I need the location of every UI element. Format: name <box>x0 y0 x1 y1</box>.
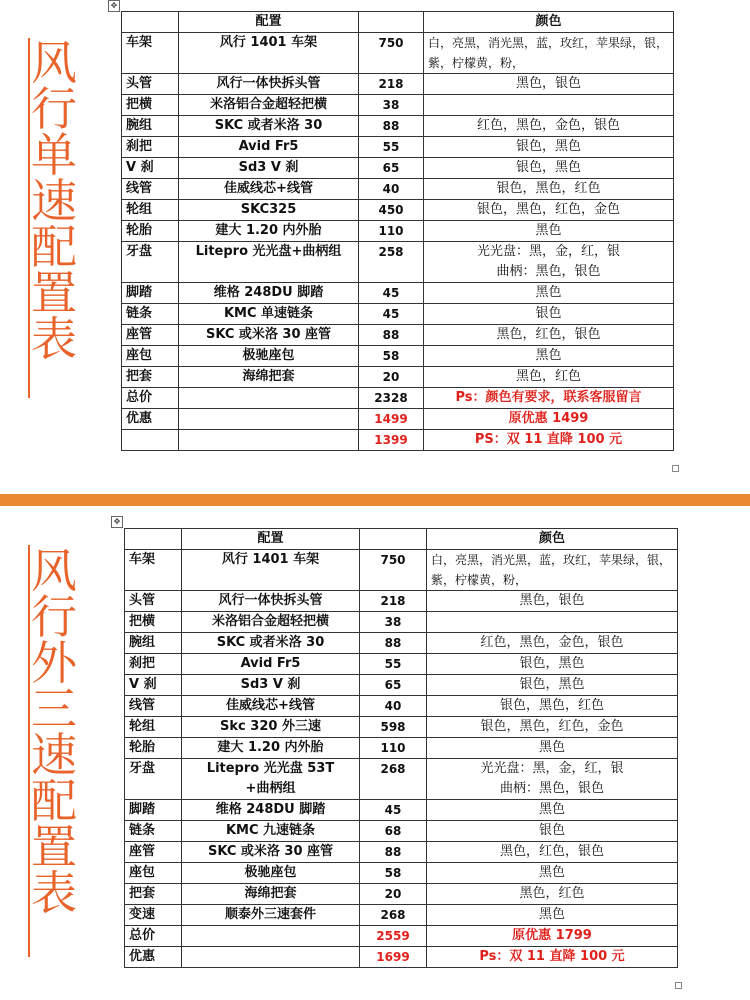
config-cell <box>182 759 360 800</box>
part-cell: 脚踏 <box>122 283 179 304</box>
table-row <box>125 800 678 821</box>
table-row <box>122 325 674 346</box>
discount-note: 原优惠 1499 <box>424 409 674 430</box>
discount-note: Ps：双 11 直降 100 元 <box>427 947 678 968</box>
config-text: 建大 1.20 内外胎 <box>217 740 324 755</box>
weight-cell: 38 <box>360 612 427 633</box>
color-cell <box>424 137 674 158</box>
part-cell: V 刹 <box>125 675 182 696</box>
color-text: 银色，黑色，红色，金色 <box>480 719 624 734</box>
config-text: KMC 单速链条 <box>223 306 314 321</box>
color-cell <box>424 158 674 179</box>
config-text: Litepro 光光盘+曲柄组 <box>195 244 342 259</box>
part-cell: 座包 <box>122 346 179 367</box>
weight-cell: 88 <box>360 633 427 654</box>
config-text: 风行一体快拆头管 <box>216 76 321 91</box>
config-cell <box>179 179 359 200</box>
part-cell: 腕组 <box>125 633 182 654</box>
color-text: 银色，黑色，红色，金色 <box>476 202 620 217</box>
weight-cell: 65 <box>359 158 424 179</box>
color-text: 黑色，银色 <box>519 593 585 608</box>
final-row <box>122 430 674 451</box>
table-row <box>122 95 674 116</box>
part-cell: 链条 <box>125 821 182 842</box>
color-cell <box>424 304 674 325</box>
config-cell <box>179 116 359 137</box>
title-char: 配 <box>31 220 77 274</box>
table-row <box>122 367 674 388</box>
table-row <box>125 717 678 738</box>
color-text: 红色，黑色，金色，银色 <box>476 118 620 133</box>
color-text: 光光盘：黑，金，红，银 <box>480 761 624 776</box>
part-cell: 线管 <box>122 179 179 200</box>
title-char: 行 <box>31 590 77 644</box>
color-cell <box>427 905 678 926</box>
color-cell <box>424 33 674 74</box>
part-cell: 头管 <box>125 591 182 612</box>
color-cell <box>424 116 674 137</box>
color-cell <box>424 367 674 388</box>
discount-price: 1499 <box>359 409 424 430</box>
weight-cell: 450 <box>359 200 424 221</box>
config-cell <box>179 200 359 221</box>
config-text: 佳威线芯+线管 <box>226 698 315 713</box>
color-cell <box>427 633 678 654</box>
total-config <box>179 388 359 409</box>
table-resize-handle[interactable] <box>672 465 679 472</box>
title-char: 置 <box>31 820 77 874</box>
color-text: 银色，黑色 <box>519 677 585 692</box>
title-char: 表 <box>31 866 77 920</box>
config-cell <box>182 884 360 905</box>
color-cell <box>427 821 678 842</box>
part-cell: 把横 <box>125 612 182 633</box>
color-cell <box>427 863 678 884</box>
weight-cell: 40 <box>359 179 424 200</box>
color-text: 银色，黑色 <box>515 160 581 175</box>
color-cell <box>424 179 674 200</box>
table-row <box>122 283 674 304</box>
title-char: 配 <box>31 774 77 828</box>
config-text: Avid Fr5 <box>240 656 301 671</box>
table-row <box>122 346 674 367</box>
config-cell <box>182 800 360 821</box>
color-text: 黑色 <box>535 348 562 363</box>
config-cell <box>182 738 360 759</box>
table-row <box>125 591 678 612</box>
weight-cell: 65 <box>360 675 427 696</box>
color-text: 银色 <box>538 823 565 838</box>
total-note: 原优惠 1799 <box>427 926 678 947</box>
table-row <box>125 738 678 759</box>
table-row <box>122 221 674 242</box>
color-text: 黑色 <box>535 285 562 300</box>
color-cell <box>424 346 674 367</box>
table-row <box>125 842 678 863</box>
table-row <box>125 675 678 696</box>
color-text: 黑色 <box>535 223 562 238</box>
table-row <box>122 304 674 325</box>
weight-cell: 110 <box>359 221 424 242</box>
config-text: SKC325 <box>240 202 297 217</box>
weight-cell: 58 <box>360 863 427 884</box>
part-cell: 座管 <box>125 842 182 863</box>
header-config: 配置 <box>182 529 360 550</box>
config-cell <box>179 304 359 325</box>
config-text: 顺泰外三速套件 <box>224 907 316 922</box>
weight-cell: 88 <box>359 116 424 137</box>
part-cell: 牙盘 <box>122 242 179 283</box>
weight-cell: 88 <box>360 842 427 863</box>
weight-cell: 750 <box>360 550 427 591</box>
config-text: 维格 248DU 脚踏 <box>213 285 324 300</box>
table-row <box>125 633 678 654</box>
color-text: 黑色，银色 <box>515 76 581 91</box>
section1-spec-table <box>121 11 674 451</box>
title-char: 外 <box>31 636 77 690</box>
title-char: 速 <box>31 174 77 228</box>
part-cell: 变速 <box>125 905 182 926</box>
color-text-line2: 曲柄：黑色，银色 <box>496 264 601 279</box>
table-row <box>125 759 678 800</box>
config-cell <box>179 95 359 116</box>
color-text: 黑色 <box>538 802 565 817</box>
part-cell: 座包 <box>125 863 182 884</box>
color-text: 红色，黑色，金色，银色 <box>480 635 624 650</box>
final-config <box>179 430 359 451</box>
color-cell <box>427 738 678 759</box>
config-cell <box>182 905 360 926</box>
title-char: 速 <box>31 728 77 782</box>
total-row <box>122 388 674 409</box>
title-char: 风 <box>31 36 77 90</box>
discount-row <box>122 409 674 430</box>
table-move-handle-icon[interactable]: ✥ <box>108 0 120 12</box>
config-text: 风行 1401 车架 <box>219 35 318 50</box>
part-cell: 链条 <box>122 304 179 325</box>
color-cell <box>427 696 678 717</box>
part-cell: 把套 <box>122 367 179 388</box>
color-text-line2: 紫，柠檬黄，粉， <box>428 56 525 70</box>
weight-cell: 218 <box>360 591 427 612</box>
table-row <box>122 137 674 158</box>
weight-cell: 110 <box>360 738 427 759</box>
total-label: 总价 <box>125 926 182 947</box>
color-text: 黑色 <box>538 907 565 922</box>
config-text: 极驰座包 <box>244 865 297 880</box>
color-cell <box>427 550 678 591</box>
title-char: 表 <box>31 312 77 366</box>
color-text: 黑色，红色 <box>519 886 585 901</box>
config-text: 建大 1.20 内外胎 <box>215 223 322 238</box>
color-text-line2: 紫，柠檬黄，粉， <box>431 573 528 587</box>
table-row <box>122 74 674 95</box>
color-cell <box>424 325 674 346</box>
config-text: 维格 248DU 脚踏 <box>215 802 326 817</box>
color-text: 银色 <box>535 306 562 321</box>
section2-vertical-title <box>28 544 80 920</box>
part-cell: 车架 <box>122 33 179 74</box>
color-cell <box>427 759 678 800</box>
final-price: 1399 <box>359 430 424 451</box>
weight-cell: 45 <box>360 800 427 821</box>
color-cell <box>427 884 678 905</box>
weight-cell: 268 <box>360 905 427 926</box>
part-cell: 把横 <box>122 95 179 116</box>
table-row <box>122 116 674 137</box>
weight-cell: 55 <box>359 137 424 158</box>
table-row <box>122 179 674 200</box>
color-cell <box>424 95 674 116</box>
discount-config <box>179 409 359 430</box>
config-text: Skc 320 外三速 <box>220 719 321 734</box>
config-text: Litepro 光光盘 53T <box>206 761 335 776</box>
config-cell <box>179 137 359 158</box>
weight-cell: 45 <box>359 304 424 325</box>
table-row <box>125 821 678 842</box>
color-text: 白，亮黑，消光黑，蓝，玫红，苹果绿，银， <box>431 553 672 567</box>
weight-cell: 20 <box>360 884 427 905</box>
header-color: 颜色 <box>427 529 678 550</box>
part-cell: 头管 <box>122 74 179 95</box>
table-row <box>122 158 674 179</box>
color-text: 黑色，红色 <box>515 369 581 384</box>
config-cell <box>179 33 359 74</box>
config-text: 海绵把套 <box>242 369 295 384</box>
weight-cell: 40 <box>360 696 427 717</box>
config-cell <box>182 821 360 842</box>
config-cell <box>179 283 359 304</box>
part-cell: 腕组 <box>122 116 179 137</box>
section1-vertical-title <box>28 36 80 366</box>
config-cell <box>182 633 360 654</box>
total-label: 总价 <box>122 388 179 409</box>
color-cell <box>427 800 678 821</box>
table-row <box>125 863 678 884</box>
part-cell: 座管 <box>122 325 179 346</box>
color-text: 黑色 <box>538 865 565 880</box>
title-char: 三 <box>31 682 77 736</box>
color-cell <box>424 200 674 221</box>
part-cell: 轮组 <box>122 200 179 221</box>
config-text: SKC 或者米洛 30 <box>216 635 325 650</box>
config-cell <box>179 158 359 179</box>
weight-cell: 88 <box>359 325 424 346</box>
color-cell <box>424 242 674 283</box>
part-cell: 车架 <box>125 550 182 591</box>
discount-price: 1699 <box>360 947 427 968</box>
table-row <box>125 654 678 675</box>
config-cell <box>182 550 360 591</box>
header-weight <box>360 529 427 550</box>
config-text: Sd3 V 刹 <box>240 677 301 692</box>
config-text: 风行 1401 车架 <box>221 552 320 567</box>
color-cell <box>427 675 678 696</box>
weight-cell: 68 <box>360 821 427 842</box>
weight-cell: 45 <box>359 283 424 304</box>
part-cell: V 刹 <box>122 158 179 179</box>
weight-cell: 55 <box>360 654 427 675</box>
config-cell <box>179 367 359 388</box>
table-row <box>122 242 674 283</box>
total-weight: 2559 <box>360 926 427 947</box>
discount-row <box>125 947 678 968</box>
config-cell <box>182 591 360 612</box>
header-part <box>122 12 179 33</box>
config-text: SKC 或米洛 30 座管 <box>207 844 334 859</box>
color-text: 银色，黑色 <box>515 139 581 154</box>
weight-cell: 750 <box>359 33 424 74</box>
config-cell <box>179 74 359 95</box>
color-cell <box>427 842 678 863</box>
table-header-row <box>125 529 678 550</box>
title-char: 行 <box>31 82 77 136</box>
section-divider <box>0 494 750 506</box>
config-text: Avid Fr5 <box>238 139 299 154</box>
weight-cell: 58 <box>359 346 424 367</box>
title-char: 风 <box>31 544 77 598</box>
weight-cell: 20 <box>359 367 424 388</box>
part-cell: 轮胎 <box>122 221 179 242</box>
color-cell <box>427 612 678 633</box>
part-cell: 牙盘 <box>125 759 182 800</box>
discount-label: 优惠 <box>125 947 182 968</box>
color-text: 黑色，红色，银色 <box>499 844 604 859</box>
config-text: 极驰座包 <box>242 348 295 363</box>
color-text: 黑色，红色，银色 <box>496 327 601 342</box>
color-cell <box>424 74 674 95</box>
table-row <box>125 612 678 633</box>
weight-cell: 598 <box>360 717 427 738</box>
color-text: 银色，黑色 <box>519 656 585 671</box>
config-cell <box>182 863 360 884</box>
table-row <box>122 33 674 74</box>
weight-cell: 258 <box>359 242 424 283</box>
weight-cell: 218 <box>359 74 424 95</box>
table-move-handle-icon[interactable]: ✥ <box>111 516 123 528</box>
config-text: 佳威线芯+线管 <box>224 181 313 196</box>
color-cell <box>427 591 678 612</box>
total-config <box>182 926 360 947</box>
part-cell: 刹把 <box>125 654 182 675</box>
weight-cell: 38 <box>359 95 424 116</box>
part-cell: 刹把 <box>122 137 179 158</box>
part-cell: 脚踏 <box>125 800 182 821</box>
color-text: 黑色 <box>538 740 565 755</box>
table-header-row <box>122 12 674 33</box>
table-row <box>125 696 678 717</box>
header-weight <box>359 12 424 33</box>
part-cell: 轮组 <box>125 717 182 738</box>
total-row <box>125 926 678 947</box>
config-text: SKC 或者米洛 30 <box>214 118 323 133</box>
color-cell <box>424 221 674 242</box>
table-row <box>122 200 674 221</box>
table-row <box>125 550 678 591</box>
config-cell <box>179 221 359 242</box>
config-cell <box>179 346 359 367</box>
table-row <box>125 884 678 905</box>
config-cell <box>182 842 360 863</box>
header-color: 颜色 <box>424 12 674 33</box>
final-label <box>122 430 179 451</box>
section2-spec-table <box>124 528 678 968</box>
color-cell <box>424 283 674 304</box>
config-cell <box>182 717 360 738</box>
config-cell <box>182 612 360 633</box>
total-weight: 2328 <box>359 388 424 409</box>
config-text: 米洛铝合金超轻把横 <box>211 614 329 629</box>
config-cell <box>179 325 359 346</box>
color-cell <box>427 654 678 675</box>
color-text: 光光盘：黑，金，红，银 <box>476 244 620 259</box>
color-text-line2: 曲柄：黑色，银色 <box>499 781 604 796</box>
part-cell: 线管 <box>125 696 182 717</box>
config-cell <box>179 242 359 283</box>
header-part <box>125 529 182 550</box>
config-cell <box>182 696 360 717</box>
table-row <box>125 905 678 926</box>
table-resize-handle[interactable] <box>675 982 682 989</box>
color-text: 银色，黑色，红色 <box>499 698 604 713</box>
discount-config <box>182 947 360 968</box>
part-cell: 轮胎 <box>125 738 182 759</box>
weight-cell: 268 <box>360 759 427 800</box>
config-text: 米洛铝合金超轻把横 <box>209 97 327 112</box>
config-cell <box>182 654 360 675</box>
part-cell: 把套 <box>125 884 182 905</box>
color-text: 银色，黑色，红色 <box>496 181 601 196</box>
config-text: KMC 九速链条 <box>225 823 316 838</box>
config-text: 风行一体快拆头管 <box>218 593 323 608</box>
title-char: 单 <box>31 128 77 182</box>
total-note: Ps：颜色有要求，联系客服留言 <box>424 388 674 409</box>
config-text-line2: +曲柄组 <box>245 781 296 796</box>
title-char: 置 <box>31 266 77 320</box>
final-note: PS：双 11 直降 100 元 <box>424 430 674 451</box>
header-config: 配置 <box>179 12 359 33</box>
discount-label: 优惠 <box>122 409 179 430</box>
color-text: 白，亮黑，消光黑，蓝，玫红，苹果绿，银， <box>428 36 669 50</box>
config-text: 海绵把套 <box>244 886 297 901</box>
color-cell <box>427 717 678 738</box>
config-text: Sd3 V 刹 <box>238 160 299 175</box>
config-cell <box>182 675 360 696</box>
config-text: SKC 或米洛 30 座管 <box>205 327 332 342</box>
